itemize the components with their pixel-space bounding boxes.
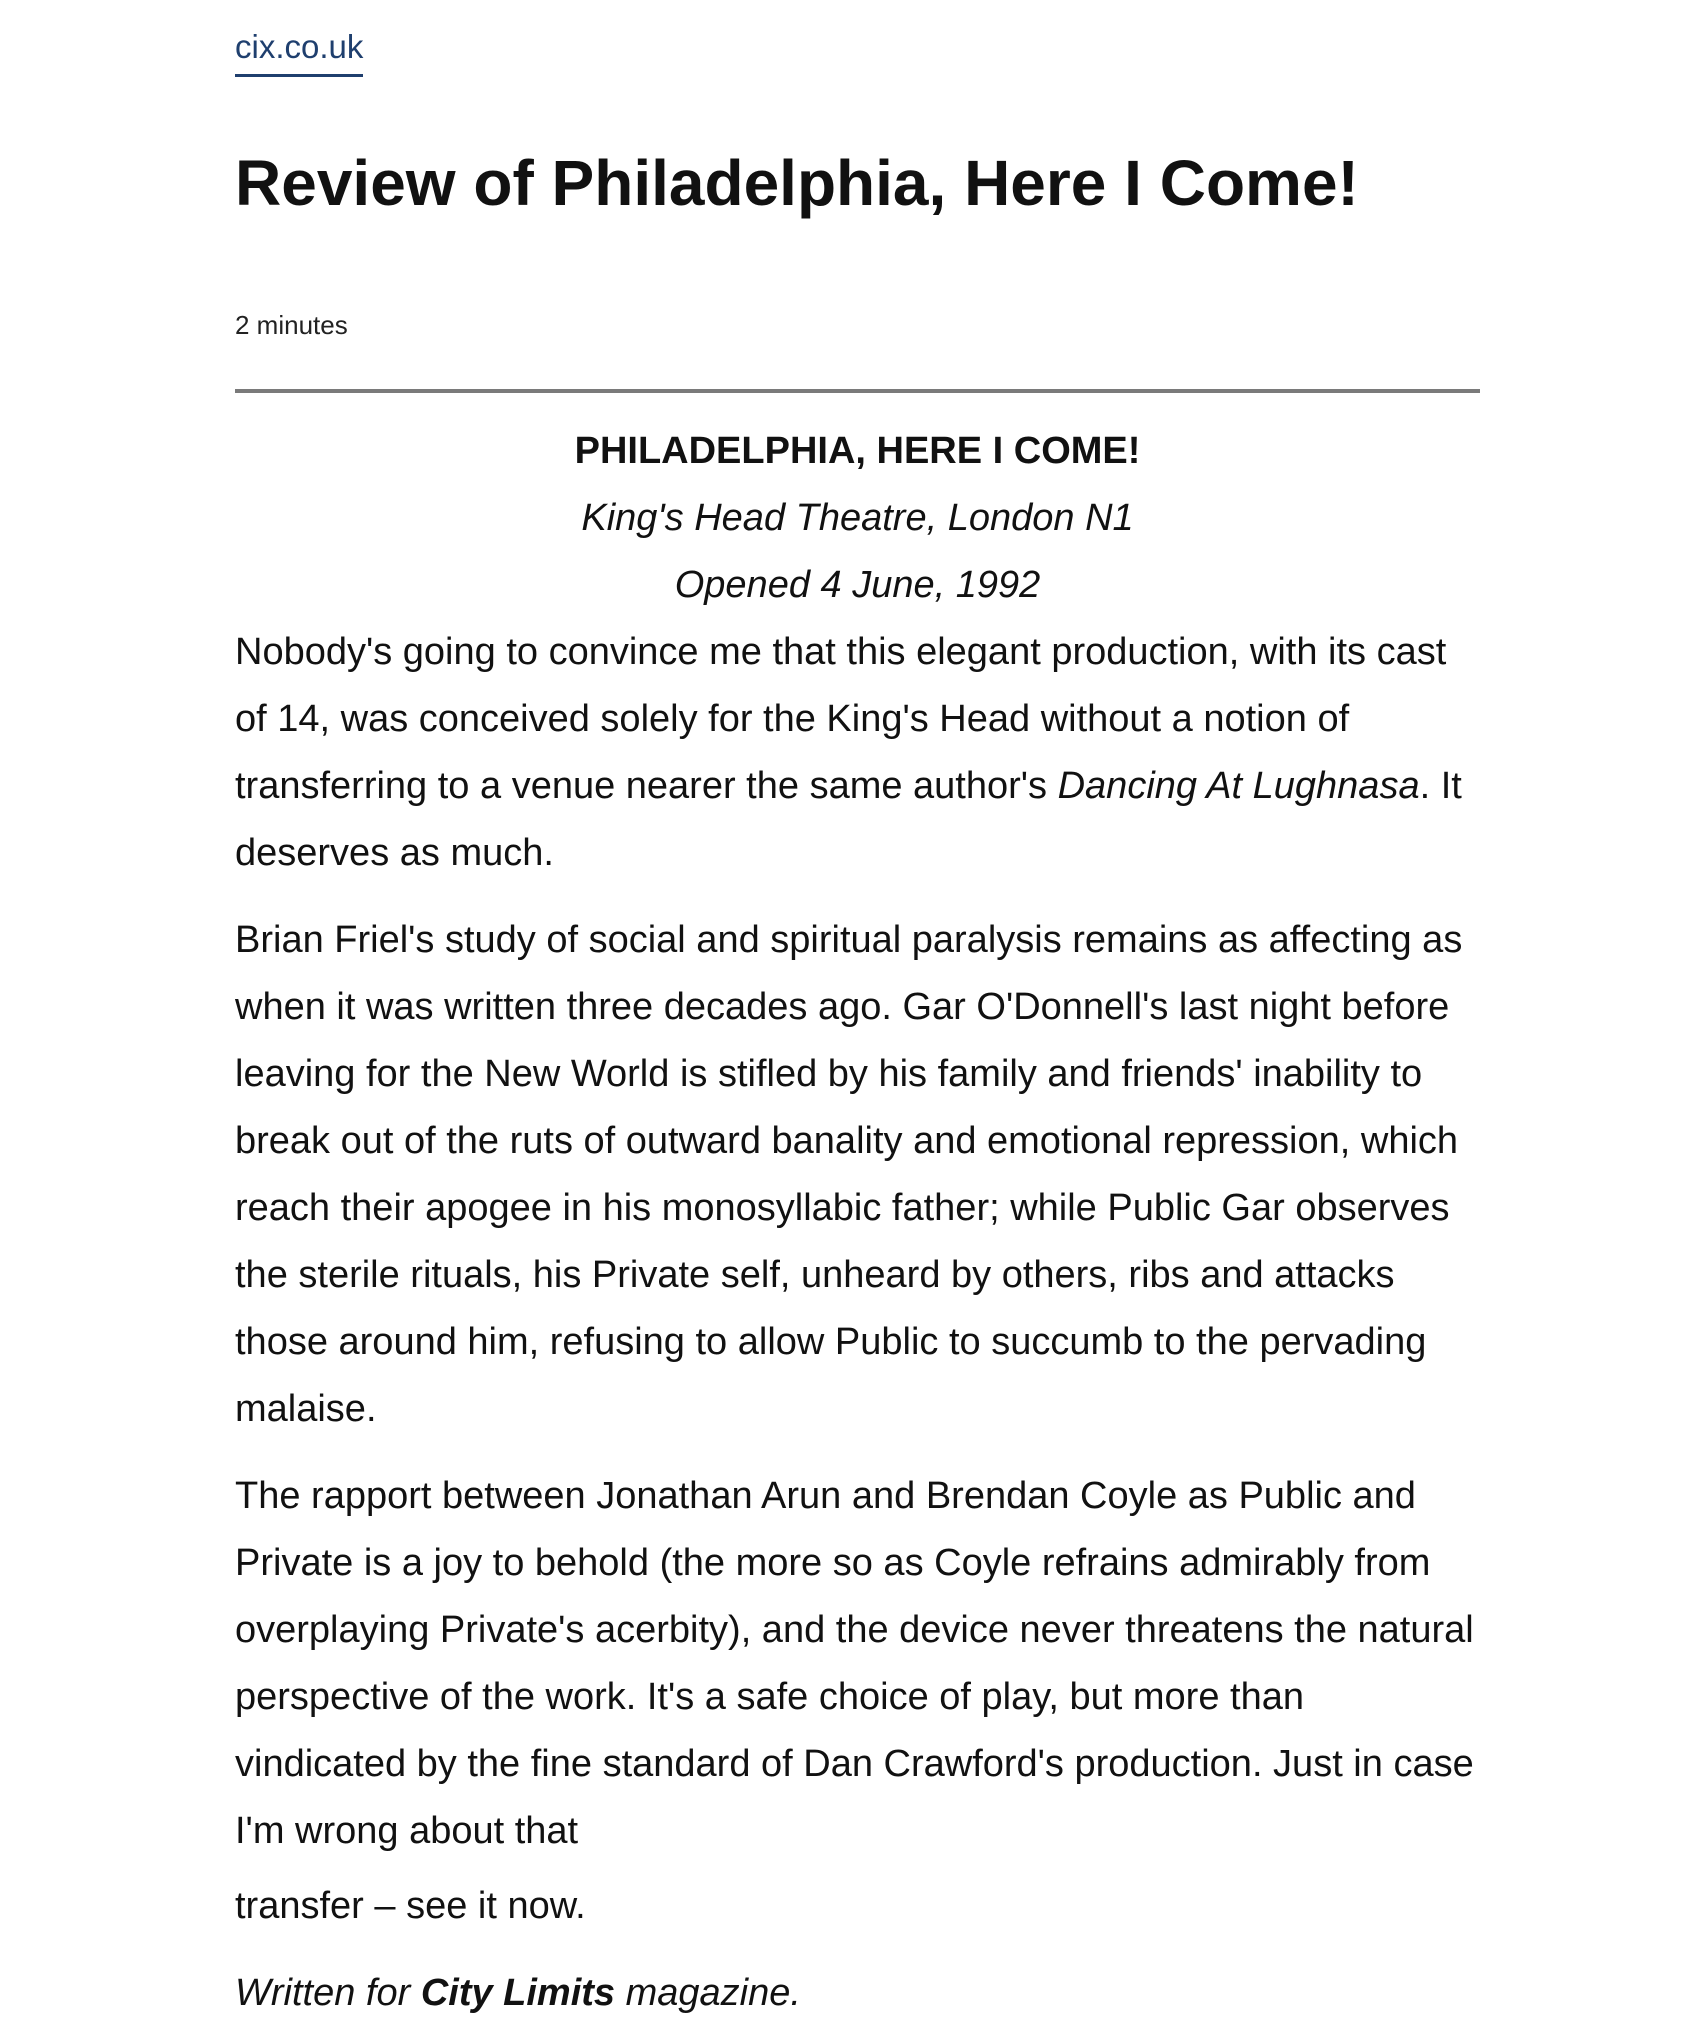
footer-note [235, 1960, 1480, 2027]
divider [235, 389, 1480, 393]
venue: King's Head Theatre, London N1 [581, 497, 1134, 539]
site-link[interactable]: cix.co.uk [235, 28, 363, 77]
footer-prefix: Written for [235, 1972, 421, 2014]
paragraph-3-last-line: transfer – see it now. [235, 1885, 586, 1927]
paragraph-1-text: Nobody's going to convince me that this elegant production, with its cast of 14, was conceived solely for the King's Head without a notion of transferring to a venue nearer the same author's [235, 631, 1447, 807]
paragraph-3-text: The rapport between Jonathan Arun and Brendan Coyle as Public and Private is a joy to behold (the more so as Coyle refrains admirably from overplaying Private's acerbity), and the device never threatens the natural perspective of the work. It's a safe choice of play, but more than vindicated by the fine standard of Dan Crawford's production. Just in case I'm wrong about that [235, 1475, 1474, 1852]
paragraph-3 [235, 1463, 1480, 1940]
page-title: Review of Philadelphia, Here I Come! [235, 147, 1359, 219]
play-reference: Dancing At Lughnasa [1057, 765, 1420, 807]
paragraph-1-end: . It deserves as much. [235, 765, 1462, 874]
play-title: PHILADELPHIA, HERE I COME! [574, 430, 1141, 472]
review-header [235, 418, 1480, 619]
footer-suffix: magazine. [615, 1972, 801, 2014]
article-body [235, 418, 1480, 2027]
paragraph-2: Brian Friel's study of social and spiritual paralysis remains as affecting as when it was written three decades ago. Gar O'Donnell's last night before leaving for the New World is stifled by his family and friends' inability to break out of the ruts of outward banality and emotional repression, which reach their apogee in his monosyllabic father; while Public Gar observes the sterile rituals, his Private self, unheard by others, ribs and attacks those around him, refusing to allow Public to succumb to the pervading malaise. [235, 919, 1463, 1430]
opened-date: Opened 4 June, 1992 [674, 564, 1041, 606]
read-time: 2 minutes [235, 310, 348, 340]
paragraph-1 [235, 619, 1480, 887]
publication-name: City Limits [420, 1972, 616, 2014]
